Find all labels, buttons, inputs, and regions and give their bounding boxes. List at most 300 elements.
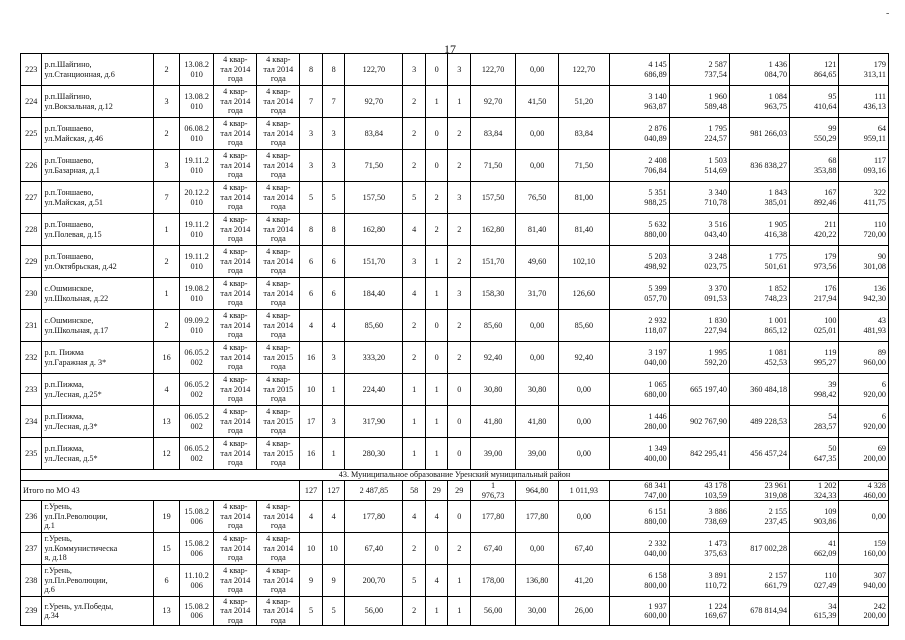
address-cell: р.п.Шайгино, ул.Вокзальная, д.12 — [42, 86, 154, 118]
table-cell: 81,00 — [559, 182, 609, 214]
table-cell: 157,50 — [345, 182, 403, 214]
table-cell: 09.09.2 010 — [179, 310, 213, 342]
table-cell: 19 — [154, 501, 180, 533]
table-row — [21, 342, 889, 374]
table-cell: 2 — [154, 310, 180, 342]
total-cell: 127 — [322, 481, 345, 501]
table-cell: 322 411,75 — [839, 182, 889, 214]
table-cell: 6 920,00 — [839, 374, 889, 406]
table-cell: 836 838,27 — [729, 150, 789, 182]
row-number-cell: 226 — [21, 150, 42, 182]
table-cell: 15.08.2 006 — [179, 533, 213, 565]
table-cell: 83,84 — [471, 118, 516, 150]
table-cell: 4 — [403, 501, 426, 533]
table-cell: 5 632 880,00 — [609, 214, 669, 246]
table-row — [21, 565, 889, 597]
table-cell: 981 266,03 — [729, 118, 789, 150]
address-cell: р.п. Пижма ул.Гаражная д. 3* — [42, 342, 154, 374]
table-cell: 3 370 091,53 — [669, 278, 729, 310]
total-cell: 1 202 324,33 — [790, 481, 839, 501]
table-cell: 67,40 — [345, 533, 403, 565]
table-cell: 102,10 — [559, 246, 609, 278]
table-cell: 2 — [425, 214, 448, 246]
table-cell: 110 720,00 — [839, 214, 889, 246]
address-cell: р.п.Пижма, ул.Лесная, д.5* — [42, 438, 154, 470]
table-cell: 2 587 737,54 — [669, 54, 729, 86]
table-cell: 5 — [300, 182, 323, 214]
address-cell: р.п.Тоншаево, ул.Октябрьская, д.42 — [42, 246, 154, 278]
table-cell: 3 516 043,40 — [669, 214, 729, 246]
address-cell: г.Урень, ул.Пл.Революции, д.1 — [42, 501, 154, 533]
table-cell: 30,00 — [516, 597, 559, 626]
table-cell: 1 503 514,69 — [669, 150, 729, 182]
table-cell: 280,30 — [345, 438, 403, 470]
table-cell: 90 301,08 — [839, 246, 889, 278]
table-cell: 4 квар- тал 2014 года — [214, 565, 257, 597]
table-cell: 6 — [322, 246, 345, 278]
total-cell: 964,80 — [516, 481, 559, 501]
table-cell: 0 — [448, 501, 471, 533]
table-cell: 456 457,24 — [729, 438, 789, 470]
row-number-cell: 224 — [21, 86, 42, 118]
table-cell: 117 093,16 — [839, 150, 889, 182]
table-cell: 2 157 661,79 — [729, 565, 789, 597]
table-cell: 1 001 865,12 — [729, 310, 789, 342]
table-cell: 307 940,00 — [839, 565, 889, 597]
table-cell: 1 — [425, 374, 448, 406]
table-cell: 41,80 — [516, 406, 559, 438]
table-cell: 1 795 224,57 — [669, 118, 729, 150]
table-cell: 3 — [448, 54, 471, 86]
row-number-cell: 227 — [21, 182, 42, 214]
table-cell: 3 248 023,75 — [669, 246, 729, 278]
table-cell: 2 — [403, 86, 426, 118]
table-cell: 9 — [300, 565, 323, 597]
table-cell: 158,30 — [471, 278, 516, 310]
table-cell: 902 767,90 — [669, 406, 729, 438]
table-cell: 4 квар- тал 2014 года — [257, 310, 300, 342]
table-cell: 4 квар- тал 2015 года — [257, 406, 300, 438]
table-cell: 817 002,28 — [729, 533, 789, 565]
table-cell: 16 — [154, 342, 180, 374]
table-cell: 0,00 — [516, 310, 559, 342]
table-cell: 13 — [154, 597, 180, 626]
table-cell: 110 027,49 — [790, 565, 839, 597]
table-cell: 43 481,93 — [839, 310, 889, 342]
table-cell: 15.08.2 006 — [179, 501, 213, 533]
table-cell: 2 — [154, 246, 180, 278]
table-cell: 360 484,18 — [729, 374, 789, 406]
table-cell: 1 — [425, 438, 448, 470]
table-cell: 41,50 — [516, 86, 559, 118]
table-cell: 4 квар- тал 2014 года — [214, 533, 257, 565]
row-number-cell: 229 — [21, 246, 42, 278]
total-cell: 29 — [425, 481, 448, 501]
table-cell: 0 — [425, 533, 448, 565]
table-cell: 0 — [425, 310, 448, 342]
table-cell: 06.05.2 002 — [179, 406, 213, 438]
table-cell: 3 891 110,72 — [669, 565, 729, 597]
table-cell: 4 145 686,89 — [609, 54, 669, 86]
table-cell: 122,70 — [471, 54, 516, 86]
table-cell: 41 662,09 — [790, 533, 839, 565]
table-cell: 3 — [448, 278, 471, 310]
table-cell: 109 903,86 — [790, 501, 839, 533]
table-cell: 4 квар- тал 2014 года — [214, 150, 257, 182]
table-cell: 95 410,64 — [790, 86, 839, 118]
table-cell: 3 — [322, 150, 345, 182]
total-cell: 58 — [403, 481, 426, 501]
table-cell: 4 — [300, 310, 323, 342]
table-cell: 1 937 600,00 — [609, 597, 669, 626]
table-cell: 89 960,00 — [839, 342, 889, 374]
row-number-cell: 231 — [21, 310, 42, 342]
table-cell: 4 квар- тал 2014 года — [257, 214, 300, 246]
table-cell: 151,70 — [471, 246, 516, 278]
table-cell: 1 852 748,23 — [729, 278, 789, 310]
row-number-cell: 238 — [21, 565, 42, 597]
table-cell: 06.05.2 002 — [179, 438, 213, 470]
table-cell: 83,84 — [559, 118, 609, 150]
table-cell: 842 295,41 — [669, 438, 729, 470]
table-cell: 11.10.2 006 — [179, 565, 213, 597]
table-cell: 177,80 — [516, 501, 559, 533]
row-number-cell: 228 — [21, 214, 42, 246]
table-cell: 4 квар- тал 2014 года — [214, 214, 257, 246]
table-cell: 69 200,00 — [839, 438, 889, 470]
total-cell: 1 976,73 — [471, 481, 516, 501]
table-cell: 1 — [154, 214, 180, 246]
table-cell: 4 квар- тал 2014 года — [214, 342, 257, 374]
table-cell: 83,84 — [345, 118, 403, 150]
table-cell: 41,20 — [559, 565, 609, 597]
table-cell: 71,50 — [559, 150, 609, 182]
table-cell: 92,70 — [471, 86, 516, 118]
table-cell: 39,00 — [516, 438, 559, 470]
table-row — [21, 406, 889, 438]
table-cell: 06.05.2 002 — [179, 342, 213, 374]
table-cell: 67,40 — [471, 533, 516, 565]
table-cell: 3 — [322, 406, 345, 438]
table-row — [21, 246, 889, 278]
table-cell: 99 550,29 — [790, 118, 839, 150]
table-cell: 184,40 — [345, 278, 403, 310]
table-cell: 119 995,27 — [790, 342, 839, 374]
table-cell: 10 — [322, 533, 345, 565]
table-cell: 5 — [403, 182, 426, 214]
table-row — [21, 182, 889, 214]
table-cell: 1 084 963,75 — [729, 86, 789, 118]
table-row — [21, 118, 889, 150]
table-cell: 4 квар- тал 2014 года — [257, 118, 300, 150]
table-cell: 85,60 — [471, 310, 516, 342]
table-cell: 13.08.2 010 — [179, 86, 213, 118]
table-cell: 2 — [154, 54, 180, 86]
table-cell: 3 — [300, 150, 323, 182]
total-label: Итого по МО 43 — [21, 481, 300, 501]
table-cell: 4 квар- тал 2014 года — [214, 438, 257, 470]
table-row — [21, 150, 889, 182]
table-cell: 2 — [403, 597, 426, 626]
table-cell: 8 — [322, 214, 345, 246]
table-cell: 159 160,00 — [839, 533, 889, 565]
table-cell: 85,60 — [559, 310, 609, 342]
total-cell: 43 178 103,59 — [669, 481, 729, 501]
table-cell: 122,70 — [345, 54, 403, 86]
table-cell: 0 — [448, 406, 471, 438]
table-cell: 81,40 — [559, 214, 609, 246]
table-cell: 2 332 040,00 — [609, 533, 669, 565]
table-cell: 4 квар- тал 2014 года — [257, 54, 300, 86]
table-cell: 1 349 400,00 — [609, 438, 669, 470]
table-cell: 4 квар- тал 2014 года — [214, 86, 257, 118]
table-cell: 8 — [322, 54, 345, 86]
table-cell: 177,80 — [345, 501, 403, 533]
table-cell: 111 436,13 — [839, 86, 889, 118]
row-number-cell: 233 — [21, 374, 42, 406]
table-cell: 06.05.2 002 — [179, 374, 213, 406]
table-cell: 4 квар- тал 2014 года — [214, 501, 257, 533]
table-cell: 4 квар- тал 2014 года — [214, 246, 257, 278]
table-cell: 4 — [300, 501, 323, 533]
table-cell: 39 998,42 — [790, 374, 839, 406]
table-cell: 8 — [300, 54, 323, 86]
table-cell: 2 — [448, 533, 471, 565]
table-cell: 6 920,00 — [839, 406, 889, 438]
total-cell: 2 487,85 — [345, 481, 403, 501]
row-number-cell: 237 — [21, 533, 42, 565]
table-cell: 7 — [300, 86, 323, 118]
table-cell: 162,80 — [345, 214, 403, 246]
table-cell: 1 — [448, 565, 471, 597]
table-cell: 317,90 — [345, 406, 403, 438]
table-cell: 2 — [403, 533, 426, 565]
table-cell: 3 140 963,87 — [609, 86, 669, 118]
table-cell: 3 886 738,69 — [669, 501, 729, 533]
table-cell: 15 — [154, 533, 180, 565]
table-cell: 3 — [403, 54, 426, 86]
table-cell: 224,40 — [345, 374, 403, 406]
table-cell: 2 — [425, 182, 448, 214]
table-cell: 177,80 — [471, 501, 516, 533]
table-cell: 1 — [425, 86, 448, 118]
table-cell: 1 775 501,61 — [729, 246, 789, 278]
table-cell: 0,00 — [516, 533, 559, 565]
table-cell: 4 квар- тал 2014 года — [257, 597, 300, 626]
table-cell: 19.08.2 010 — [179, 278, 213, 310]
table-cell: 76,50 — [516, 182, 559, 214]
table-cell: 100 025,01 — [790, 310, 839, 342]
table-cell: 26,00 — [559, 597, 609, 626]
table-cell: 4 квар- тал 2014 года — [257, 501, 300, 533]
table-cell: 211 420,22 — [790, 214, 839, 246]
table-cell: 2 — [448, 214, 471, 246]
table-cell: 81,40 — [516, 214, 559, 246]
table-cell: 49,60 — [516, 246, 559, 278]
table-cell: 333,20 — [345, 342, 403, 374]
table-cell: 1 — [322, 374, 345, 406]
table-cell: 4 — [322, 310, 345, 342]
table-cell: 3 — [154, 150, 180, 182]
table-cell: 2 — [403, 310, 426, 342]
table-cell: 5 — [322, 597, 345, 626]
table-cell: 0,00 — [516, 150, 559, 182]
table-cell: 9 — [322, 565, 345, 597]
table-cell: 1 830 227,94 — [669, 310, 729, 342]
table-cell: 51,20 — [559, 86, 609, 118]
table-cell: 167 892,46 — [790, 182, 839, 214]
table-cell: 1 065 680,00 — [609, 374, 669, 406]
table-cell: 0,00 — [516, 54, 559, 86]
address-cell: р.п.Пижма, ул.Лесная, д.25* — [42, 374, 154, 406]
table-cell: 34 615,39 — [790, 597, 839, 626]
row-number-cell: 232 — [21, 342, 42, 374]
table-cell: 7 — [322, 86, 345, 118]
total-cell: 4 328 460,00 — [839, 481, 889, 501]
table-cell: 85,60 — [345, 310, 403, 342]
table-row — [21, 310, 889, 342]
total-cell: 127 — [300, 481, 323, 501]
row-number-cell: 236 — [21, 501, 42, 533]
table-cell: 0 — [425, 54, 448, 86]
table-cell: 6 — [300, 246, 323, 278]
table-cell: 242 200,00 — [839, 597, 889, 626]
table-cell: 12 — [154, 438, 180, 470]
row-number-cell: 235 — [21, 438, 42, 470]
address-cell: с.Ошминское, ул.Школьная, д.22 — [42, 278, 154, 310]
total-row — [21, 481, 889, 501]
table-cell: 157,50 — [471, 182, 516, 214]
table-cell: 4 квар- тал 2014 года — [257, 86, 300, 118]
table-cell: 1 — [403, 374, 426, 406]
table-cell: 64 959,11 — [839, 118, 889, 150]
table-cell: 2 — [448, 118, 471, 150]
address-cell: г.Урень, ул.Коммунистическа я, д.18 — [42, 533, 154, 565]
address-cell: р.п.Тоншаево, ул.Базарная, д.1 — [42, 150, 154, 182]
table-cell: 1 — [403, 406, 426, 438]
total-cell: 23 961 319,08 — [729, 481, 789, 501]
table-cell: 1 — [322, 438, 345, 470]
table-cell: 126,60 — [559, 278, 609, 310]
table-cell: 7 — [154, 182, 180, 214]
address-cell: с.Ошминское, ул.Школьная, д.17 — [42, 310, 154, 342]
table-cell: 4 квар- тал 2014 года — [257, 278, 300, 310]
table-cell: 10 — [300, 374, 323, 406]
table-cell: 2 — [448, 150, 471, 182]
table-cell: 3 — [322, 342, 345, 374]
table-row — [21, 278, 889, 310]
address-cell: р.п.Тоншаево, ул.Майская, д.51 — [42, 182, 154, 214]
table-cell: 3 — [322, 118, 345, 150]
table-cell: 6 — [322, 278, 345, 310]
table-row — [21, 501, 889, 533]
table-cell: 3 — [300, 118, 323, 150]
table-cell: 19.11.2 010 — [179, 214, 213, 246]
table-cell: 4 квар- тал 2014 года — [214, 278, 257, 310]
table-cell: 176 217,94 — [790, 278, 839, 310]
table-cell: 2 — [403, 342, 426, 374]
table-cell: 30,80 — [516, 374, 559, 406]
table-cell: 16 — [300, 438, 323, 470]
table-cell: 71,50 — [345, 150, 403, 182]
corner-mark: - — [886, 8, 890, 19]
table-cell: 6 158 800,00 — [609, 565, 669, 597]
table-row — [21, 86, 889, 118]
table-cell: 13 — [154, 406, 180, 438]
table-cell: 4 квар- тал 2014 года — [257, 565, 300, 597]
table-cell: 0 — [448, 374, 471, 406]
table-cell: 1 — [448, 86, 471, 118]
table-cell: 8 — [300, 214, 323, 246]
address-cell: г.Урень, ул.Победы, д.34 — [42, 597, 154, 626]
table-cell: 678 814,94 — [729, 597, 789, 626]
table-row — [21, 54, 889, 86]
table-cell: 200,70 — [345, 565, 403, 597]
table-cell: 3 — [403, 246, 426, 278]
table-cell: 0,00 — [559, 501, 609, 533]
table-cell: 50 647,35 — [790, 438, 839, 470]
table-cell: 136,80 — [516, 565, 559, 597]
table-cell: 1 — [425, 246, 448, 278]
table-cell: 17 — [300, 406, 323, 438]
table-cell: 19.11.2 010 — [179, 246, 213, 278]
table-row — [21, 214, 889, 246]
table-cell: 4 — [322, 501, 345, 533]
table-cell: 19.11.2 010 — [179, 150, 213, 182]
row-number-cell: 234 — [21, 406, 42, 438]
total-cell: 29 — [448, 481, 471, 501]
table-cell: 1 995 592,20 — [669, 342, 729, 374]
table-cell: 06.08.2 010 — [179, 118, 213, 150]
table-cell: 4 квар- тал 2014 года — [257, 150, 300, 182]
table-cell: 5 351 988,25 — [609, 182, 669, 214]
table-cell: 30,80 — [471, 374, 516, 406]
table-cell: 1 — [425, 406, 448, 438]
table-cell: 92,40 — [471, 342, 516, 374]
table-row — [21, 597, 889, 626]
table-cell: 4 квар- тал 2015 года — [257, 374, 300, 406]
table-cell: 6 — [154, 565, 180, 597]
table-cell: 179 313,11 — [839, 54, 889, 86]
table-cell: 5 — [403, 565, 426, 597]
address-cell: р.п.Пижма, ул.Лесная, д.3* — [42, 406, 154, 438]
table-cell: 3 197 040,00 — [609, 342, 669, 374]
total-cell: 1 011,93 — [559, 481, 609, 501]
section-header-row — [21, 470, 889, 481]
table-cell: 4 — [403, 278, 426, 310]
table-cell: 121 864,65 — [790, 54, 839, 86]
table-cell: 4 — [154, 374, 180, 406]
table-row — [21, 533, 889, 565]
row-number-cell: 239 — [21, 597, 42, 626]
page-number: 17 — [444, 42, 456, 56]
table-cell: 4 квар- тал 2014 года — [214, 118, 257, 150]
total-cell: 68 341 747,00 — [609, 481, 669, 501]
table-cell: 4 квар- тал 2014 года — [257, 246, 300, 278]
table-cell: 0 — [425, 150, 448, 182]
table-cell: 4 — [425, 565, 448, 597]
table-cell: 41,80 — [471, 406, 516, 438]
table-cell: 0,00 — [559, 374, 609, 406]
table-cell: 4 квар- тал 2014 года — [214, 54, 257, 86]
table-cell: 56,00 — [471, 597, 516, 626]
table-cell: 3 — [448, 182, 471, 214]
table-cell: 489 228,53 — [729, 406, 789, 438]
table-cell: 1 224 169,67 — [669, 597, 729, 626]
table-cell: 4 квар- тал 2014 года — [214, 406, 257, 438]
table-cell: 665 197,40 — [669, 374, 729, 406]
table-cell: 4 — [403, 214, 426, 246]
